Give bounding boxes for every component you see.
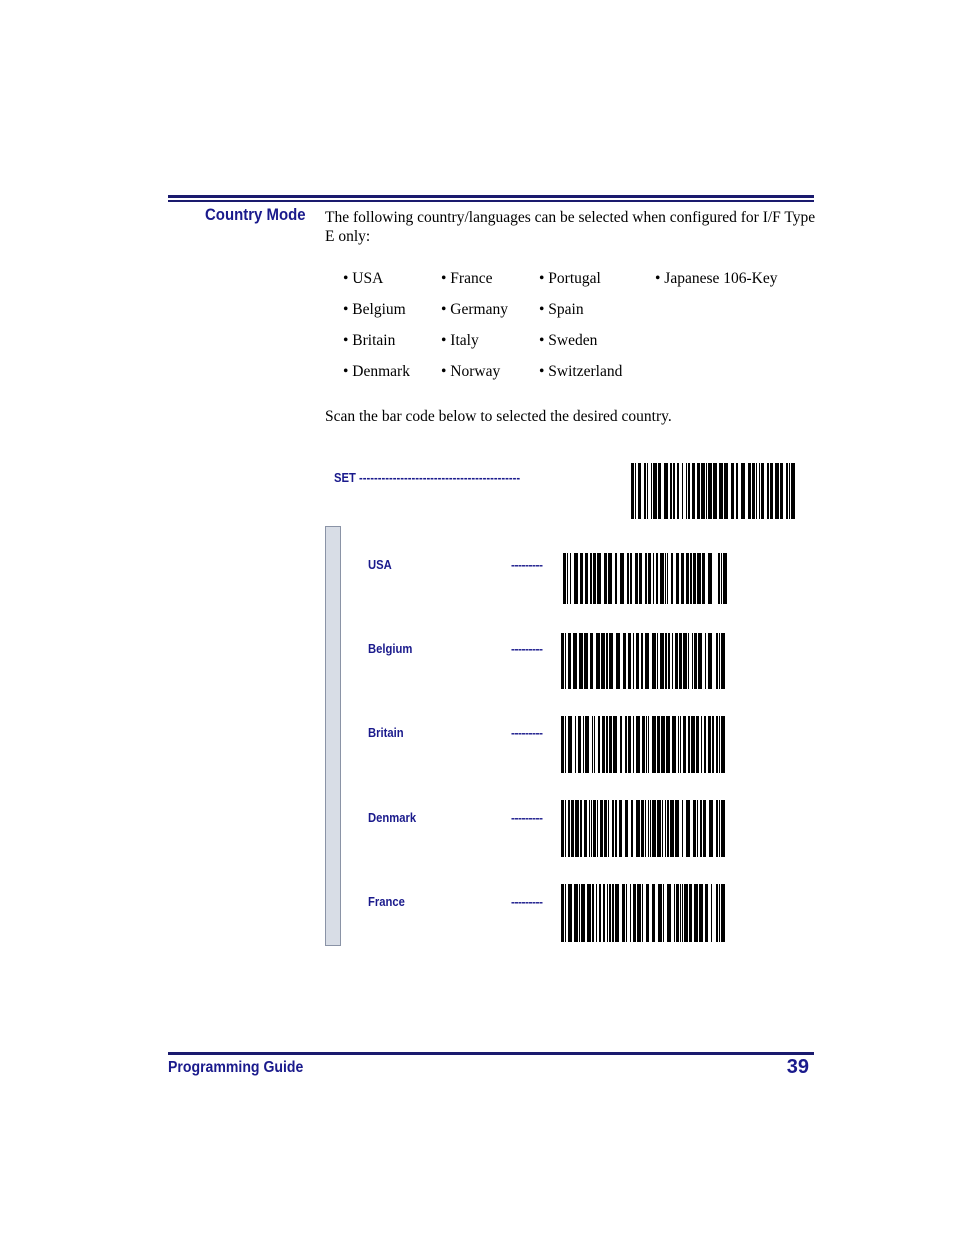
barcode-bar [675, 633, 678, 689]
barcode-bar [719, 633, 720, 689]
barcode-bar [648, 800, 649, 857]
option-leader-belgium: --------- [511, 642, 543, 656]
barcode-bar [693, 800, 696, 857]
barcode-bar [648, 716, 649, 773]
set-barcode[interactable] [631, 463, 795, 519]
barcode-bar [721, 553, 722, 604]
barcode-bar [759, 463, 760, 519]
barcode-bar [671, 553, 673, 604]
barcode-bar [573, 633, 577, 689]
barcode-bar [601, 633, 605, 689]
barcode-bar [635, 463, 636, 519]
barcode-bar [584, 800, 587, 857]
barcode-bar [667, 553, 668, 604]
page-number: 39 [786, 1056, 809, 1078]
barcode-bar [682, 463, 683, 519]
barcode-bar [646, 716, 647, 773]
barcode-bar [761, 463, 764, 519]
barcode-bar [612, 800, 614, 857]
barcode-bar [593, 553, 596, 604]
barcode-bar [628, 716, 631, 773]
barcode-bar [721, 800, 725, 857]
top-rule [168, 195, 814, 198]
barcode-bar [644, 463, 646, 519]
barcode-bar [652, 800, 656, 857]
footer-guide-title: Programming Guide [168, 1059, 304, 1076]
barcode-bar [578, 716, 581, 773]
barcode-bar [615, 553, 617, 604]
bottom-rule [168, 1052, 814, 1055]
barcode-bar [701, 463, 705, 519]
barcode-bar [716, 716, 718, 773]
barcode-bar [565, 800, 566, 857]
belgium-barcode[interactable] [561, 633, 725, 689]
barcode-bar [694, 633, 697, 689]
france-barcode[interactable] [561, 884, 725, 942]
barcode-bar [697, 553, 701, 604]
barcode-bar [650, 800, 651, 857]
barcode-bar [607, 884, 608, 942]
barcode-bar [693, 553, 696, 604]
barcode-bar [593, 800, 596, 857]
barcode-bar [719, 884, 720, 942]
barcode-bar [670, 800, 674, 857]
denmark-barcode[interactable] [561, 800, 725, 857]
barcode-bar [609, 884, 611, 942]
barcode-bar [709, 800, 713, 857]
barcode-bar [672, 633, 673, 689]
barcode-bar [587, 884, 591, 942]
barcode-bar [565, 633, 566, 689]
barcode-bar [675, 800, 679, 857]
barcode-bar [620, 716, 622, 773]
barcode-bar [731, 463, 734, 519]
barcode-bar [664, 463, 668, 519]
barcode-bar [615, 800, 617, 857]
barcode-bar [674, 884, 675, 942]
barcode-bar [633, 633, 634, 689]
country-switzerland: • Switzerland [539, 363, 623, 380]
barcode-bar [579, 884, 580, 942]
barcode-bar [697, 463, 700, 519]
barcode-bar [690, 553, 692, 604]
barcode-bar [676, 553, 679, 604]
barcode-bar [608, 800, 609, 857]
barcode-bar [663, 884, 664, 942]
barcode-bar [590, 633, 593, 689]
barcode-bar [705, 884, 708, 942]
barcode-bar [606, 716, 608, 773]
barcode-bar [698, 633, 702, 689]
barcode-bar [780, 463, 783, 519]
barcode-bar [721, 884, 725, 942]
barcode-bar [598, 716, 600, 773]
barcode-bar [711, 884, 712, 942]
britain-barcode[interactable] [561, 716, 725, 773]
country-belgium: • Belgium [343, 301, 406, 318]
barcode-bar [599, 884, 601, 942]
barcode-bar [568, 884, 572, 942]
barcode-bar [688, 633, 689, 689]
barcode-bar [660, 633, 664, 689]
barcode-bar [691, 716, 695, 773]
barcode-bar [681, 553, 684, 604]
barcode-bar [682, 800, 683, 857]
barcode-bar [597, 553, 601, 604]
barcode-bar [570, 553, 571, 604]
barcode-bar [680, 716, 681, 773]
barcode-bar [748, 463, 751, 519]
barcode-bar [686, 463, 687, 519]
barcode-bar [683, 716, 686, 773]
barcode-bar [696, 716, 699, 773]
barcode-bar [648, 553, 651, 604]
barcode-bar [567, 553, 568, 604]
scan-instruction: Scan the bar code below to selected the desired country. [325, 408, 672, 425]
barcode-bar [585, 716, 589, 773]
barcode-bar [652, 716, 656, 773]
barcode-bar [580, 800, 582, 857]
barcode-bar [626, 884, 627, 942]
barcode-bar [561, 633, 564, 689]
barcode-bar [628, 633, 631, 689]
barcode-bar [606, 633, 608, 689]
barcode-bar [592, 884, 594, 942]
barcode-bar [609, 716, 612, 773]
country-germany: • Germany [441, 301, 508, 318]
barcode-bar [561, 884, 564, 942]
barcode-bar [680, 884, 681, 942]
barcode-bar [708, 716, 711, 773]
barcode-bar [705, 633, 706, 689]
set-label: SET ------------------------------------------- [334, 471, 521, 485]
barcode-bar [683, 633, 687, 689]
barcode-bar [630, 884, 631, 942]
option-leader-france: --------- [511, 895, 543, 909]
barcode-bar [574, 884, 578, 942]
barcode-bar [638, 463, 641, 519]
barcode-bar [561, 716, 564, 773]
barcode-bar [641, 800, 644, 857]
barcode-bar [665, 553, 666, 604]
barcode-bar [770, 463, 773, 519]
barcode-bar [639, 553, 642, 604]
barcode-bar [561, 800, 564, 857]
country-denmark: • Denmark [343, 363, 410, 380]
barcode-bar [568, 716, 572, 773]
barcode-bar [667, 884, 671, 942]
barcode-bar [672, 716, 676, 773]
barcode-bar [697, 800, 698, 857]
barcode-bar [584, 633, 588, 689]
barcode-bar [656, 553, 658, 604]
barcode-bar [581, 884, 585, 942]
barcode-bar [658, 884, 662, 942]
barcode-bar [665, 800, 666, 857]
country-usa: • USA [343, 270, 384, 287]
barcode-bar [719, 800, 720, 857]
barcode-bar [645, 800, 646, 857]
barcode-bar [767, 463, 769, 519]
barcode-bar [652, 884, 655, 942]
barcode-bar [716, 800, 718, 857]
barcode-bar [699, 884, 703, 942]
barcode-bar [633, 884, 636, 942]
barcode-bar [718, 553, 720, 604]
barcode-bar [667, 800, 669, 857]
barcode-bar [636, 633, 639, 689]
barcode-bar [600, 800, 603, 857]
barcode-bar [677, 463, 679, 519]
barcode-bar [604, 553, 607, 604]
barcode-bar [708, 553, 712, 604]
barcode-bar [679, 633, 682, 689]
barcode-bar [682, 884, 683, 942]
barcode-bar [631, 463, 634, 519]
country-sweden: • Sweden [539, 332, 598, 349]
barcode-bar [631, 800, 633, 857]
barcode-bar [712, 716, 714, 773]
barcode-bar [666, 716, 670, 773]
country-italy: • Italy [441, 332, 479, 349]
option-leader-britain: --------- [511, 726, 543, 740]
barcode-bar [574, 553, 578, 604]
barcode-bar [565, 884, 566, 942]
barcode-bar [625, 716, 627, 773]
option-label-france: France [368, 895, 405, 909]
option-label-britain: Britain [368, 726, 404, 740]
barcode-bar [651, 463, 652, 519]
barcode-bar [604, 800, 607, 857]
barcode-bar [721, 633, 725, 689]
country-japanese-106-key: • Japanese 106-Key [655, 270, 778, 287]
barcode-bar [791, 463, 795, 519]
option-label-belgium: Belgium [368, 642, 413, 656]
barcode-bar [594, 716, 595, 773]
barcode-bar [688, 716, 690, 773]
barcode-bar [689, 884, 692, 942]
option-label-usa: USA [368, 558, 392, 572]
barcode-bar [642, 716, 645, 773]
side-panel [325, 526, 341, 946]
barcode-bar [789, 463, 790, 519]
barcode-bar [665, 633, 667, 689]
barcode-bar [702, 553, 705, 604]
barcode-bar [752, 463, 755, 519]
barcode-bar [580, 553, 583, 604]
barcode-bar [692, 633, 693, 689]
barcode-bar [703, 800, 706, 857]
barcode-bar [756, 463, 757, 519]
barcode-bar [592, 716, 593, 773]
country-spain: • Spain [539, 301, 584, 318]
barcode-bar [653, 553, 654, 604]
barcode-bar [721, 716, 725, 773]
barcode-bar [694, 884, 698, 942]
barcode-bar [636, 716, 640, 773]
barcode-bar [596, 633, 600, 689]
barcode-bar [708, 633, 712, 689]
barcode-bar [622, 884, 625, 942]
barcode-bar [658, 463, 661, 519]
barcode-bar [623, 633, 626, 689]
barcode-bar [636, 800, 640, 857]
barcode-bar [591, 800, 592, 857]
barcode-bar [613, 716, 617, 773]
barcode-bar [616, 633, 620, 689]
barcode-bar [706, 463, 707, 519]
barcode-bar [620, 553, 624, 604]
barcode-bar [609, 633, 613, 689]
barcode-bar [701, 716, 702, 773]
barcode-bar [603, 884, 605, 942]
barcode-bar [736, 463, 738, 519]
barcode-bar [575, 800, 579, 857]
barcode-bar [716, 884, 718, 942]
barcode-bar [579, 633, 583, 689]
barcode-bar [575, 716, 576, 773]
barcode-bar [597, 800, 598, 857]
option-label-denmark: Denmark [368, 811, 417, 825]
barcode-bar [668, 633, 670, 689]
barcode-bar [661, 716, 665, 773]
barcode-bar [688, 463, 690, 519]
country-britain: • Britain [343, 332, 396, 349]
barcode-bar [775, 463, 779, 519]
barcode-bar [657, 716, 660, 773]
barcode-bar [596, 884, 597, 942]
barcode-bar [657, 800, 661, 857]
barcode-bar [724, 463, 728, 519]
barcode-bar [637, 884, 641, 942]
barcode-bar [653, 463, 657, 519]
usa-barcode[interactable] [563, 553, 727, 604]
barcode-bar [786, 463, 788, 519]
barcode-bar [645, 553, 647, 604]
barcode-bar [608, 553, 612, 604]
barcode-bar [713, 463, 717, 519]
barcode-bar [673, 463, 675, 519]
barcode-bar [660, 553, 664, 604]
top-rule-thin [168, 200, 814, 202]
barcode-bar [645, 633, 649, 689]
barcode-bar [612, 884, 614, 942]
barcode-bar [678, 716, 679, 773]
barcode-bar [719, 716, 720, 773]
barcode-bar [719, 463, 723, 519]
barcode-bar [657, 633, 658, 689]
barcode-bar [583, 716, 584, 773]
barcode-bar [642, 884, 643, 942]
country-norway: • Norway [441, 363, 501, 380]
barcode-bar [686, 553, 689, 604]
barcode-bar [741, 463, 745, 519]
barcode-bar [563, 553, 566, 604]
barcode-bar [619, 800, 622, 857]
barcode-bar [630, 553, 632, 604]
barcode-bar [662, 800, 663, 857]
barcode-bar [565, 716, 566, 773]
option-leader-usa: --------- [511, 558, 543, 572]
barcode-bar [590, 553, 592, 604]
barcode-bar [615, 884, 619, 942]
barcode-bar [723, 553, 727, 604]
barcode-bar [686, 800, 690, 857]
barcode-bar [700, 800, 702, 857]
barcode-bar [676, 884, 679, 942]
country-france: • France [441, 270, 493, 287]
barcode-bar [589, 800, 590, 857]
barcode-bar [635, 553, 638, 604]
barcode-bar [641, 633, 643, 689]
section-title: Country Mode [205, 205, 306, 224]
barcode-bar [670, 463, 672, 519]
barcode-bar [627, 553, 629, 604]
barcode-bar [571, 800, 574, 857]
barcode-bar [652, 633, 656, 689]
barcode-bar [704, 716, 706, 773]
country-portugal: • Portugal [539, 270, 601, 287]
barcode-bar [585, 553, 588, 604]
option-leader-denmark: --------- [511, 811, 543, 825]
barcode-bar [602, 716, 605, 773]
barcode-bar [633, 716, 634, 773]
barcode-bar [646, 884, 649, 942]
barcode-bar [692, 463, 695, 519]
barcode-bar [568, 800, 570, 857]
barcode-bar [684, 884, 688, 942]
barcode-bar [568, 633, 571, 689]
barcode-bar [625, 800, 628, 857]
barcode-bar [716, 633, 718, 689]
barcode-bar [647, 463, 648, 519]
barcode-bar [708, 463, 712, 519]
intro-text: The following country/languages can be selected when configured for I/F Type E only: [325, 209, 816, 245]
